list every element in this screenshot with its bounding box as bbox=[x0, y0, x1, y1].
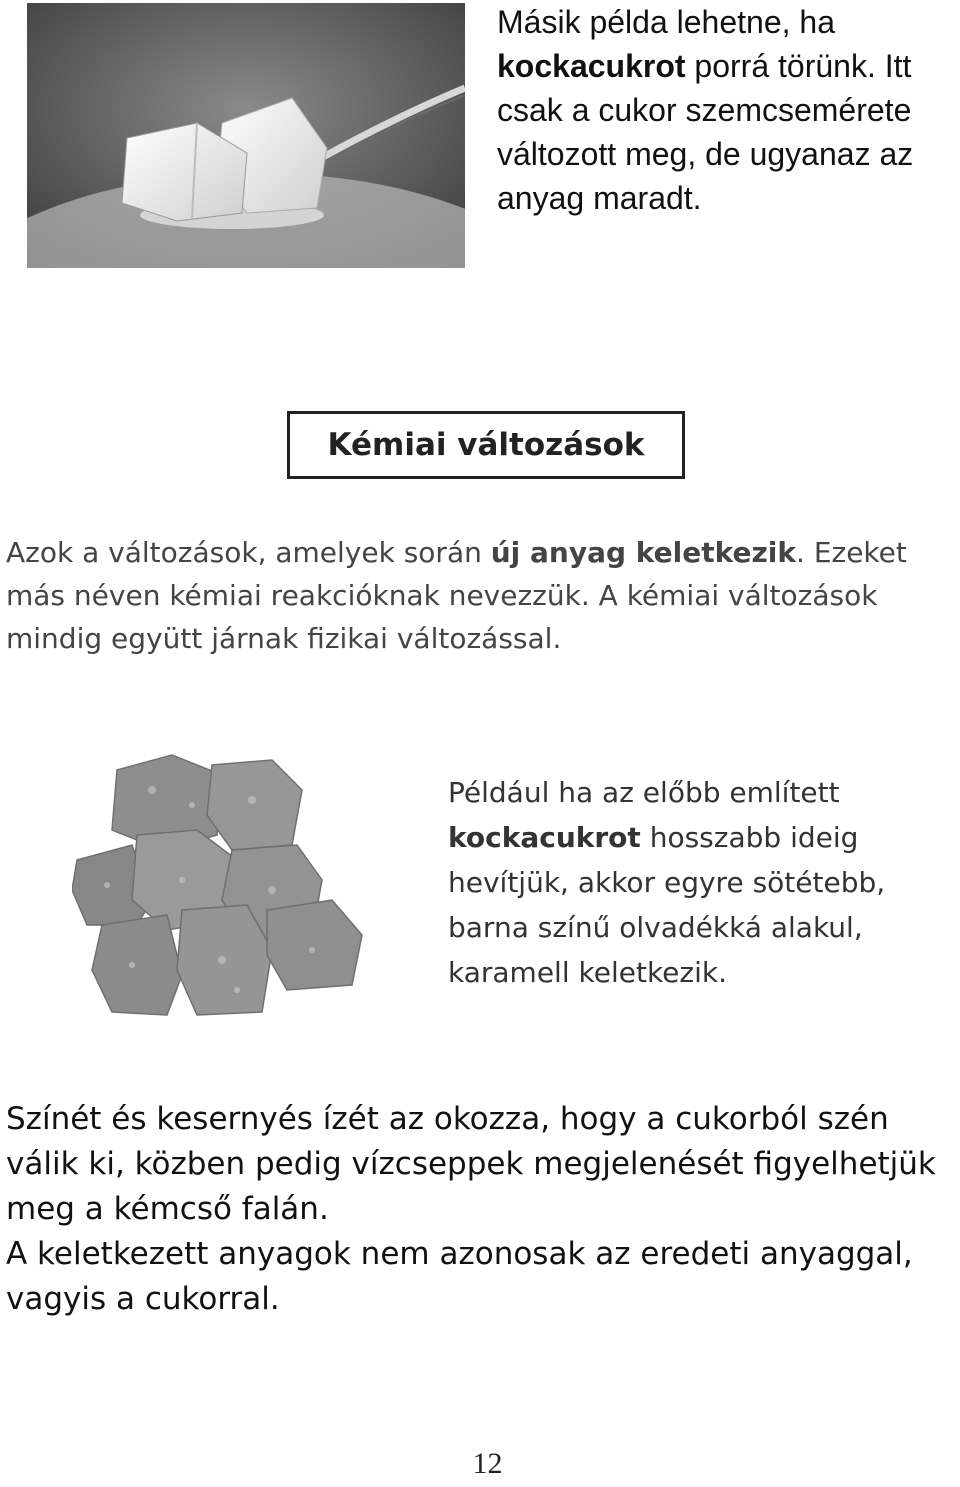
heading-text: Kémiai változások bbox=[327, 427, 645, 463]
explanation-line-1: Színét és kesernyés ízét az okozza, hogy a cukorból szén válik ki, közben pedig vízcseppek megjelenését figyelhetjük meg a kémcső falán. bbox=[6, 1101, 936, 1227]
caramel-example-text: Például ha az előbb említett kockacukrot hosszabb ideig hevítjük, akkor egyre sötétebb, barna színű olvadékká alakul, karamell keletkezik. bbox=[448, 776, 886, 989]
page-number: 12 bbox=[472, 1447, 503, 1480]
chemical-changes-heading bbox=[287, 411, 685, 479]
caramel-cubes-photo bbox=[72, 750, 372, 1022]
new-substance-bold: új anyag keletkezik bbox=[490, 536, 797, 569]
kockacukrot-bold-2: kockacukrot bbox=[448, 821, 641, 854]
sugar-powder-example-text: Másik példa lehetne, ha kockacukrot porrá törünk. Itt csak a cukor szemcsemérete változott meg, de ugyanaz az anyag maradt. bbox=[497, 4, 914, 216]
sugar-cubes-spoon-photo bbox=[27, 3, 465, 268]
explanation-line-2: A keletkezett anyagok nem azonosak az eredeti anyaggal, vagyis a cukorral. bbox=[6, 1236, 913, 1317]
chemical-changes-definition: Azok a változások, amelyek során új anyag keletkezik. Ezeket más néven kémiai reakcióknak nevezzük. A kémiai változások mindig együtt járnak fizikai változással. bbox=[6, 536, 907, 655]
kockacukrot-bold: kockacukrot bbox=[497, 48, 686, 84]
explanation-paragraph bbox=[6, 1097, 960, 1322]
